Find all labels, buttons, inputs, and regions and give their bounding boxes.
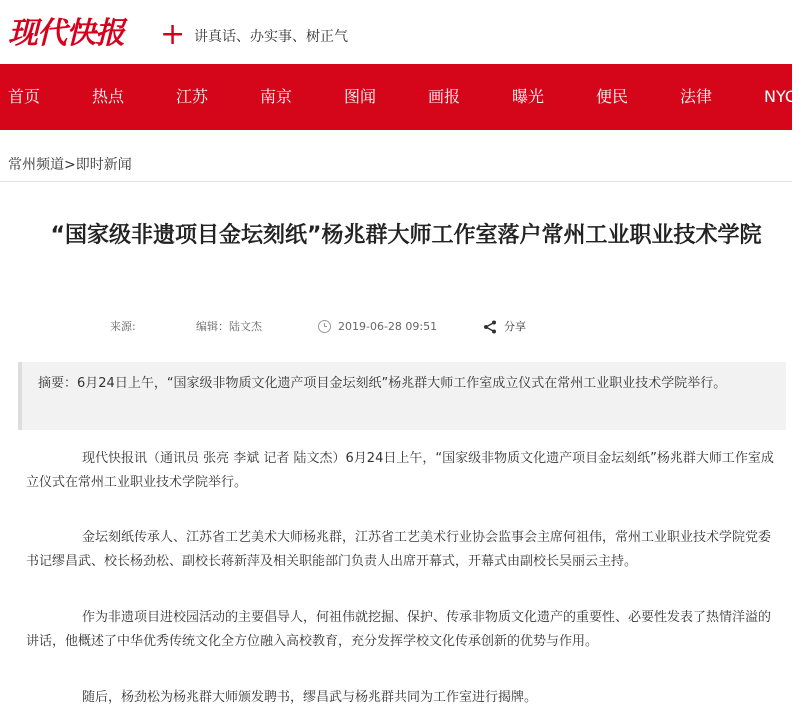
main-nav <box>0 64 812 130</box>
breadcrumb-divider <box>0 181 792 182</box>
article-editor: 编辑：陆文杰 <box>196 320 262 333</box>
site-slogan: 讲真话、办实事、树正气 <box>194 29 348 45</box>
nav-item-pictorial[interactable]: 画报 <box>428 87 461 106</box>
breadcrumb-separator: > <box>64 157 76 173</box>
article-time: 2019-06-28 09:51 <box>338 320 438 333</box>
breadcrumb-section[interactable]: 常州频道 <box>8 157 64 173</box>
share-icon <box>483 320 497 334</box>
article-paragraph: 作为非遗项目进校园活动的主要倡导人，何祖伟就挖掘、保护、传承非物质文化遗产的重要性、必要性发表了热情洋溢的讲话，他概述了中华优秀传统文化全方位融入高校教育，充分发挥学校文化传承创新的优势与作用。 <box>26 610 772 649</box>
site-logo[interactable]: 现代快报 <box>8 16 124 51</box>
nav-item-jiangsu[interactable]: 江苏 <box>176 87 209 106</box>
breadcrumb <box>8 156 132 174</box>
nav-item-nyc[interactable]: NYC街 <box>764 87 812 106</box>
article-paragraph: 现代快报讯（通讯员 张亮 李斌 记者 陆文杰）6月24日上午，“国家级非物质文化遗产项目金坛刻纸”杨兆群大师工作室成立仪式在常州工业职业技术学院举行。 <box>26 451 774 490</box>
site-header <box>0 0 792 64</box>
article-paragraph: 随后，杨劲松为杨兆群大师颁发聘书，缪昌武与杨兆群共同为工作室进行揭牌。 <box>82 690 538 705</box>
breadcrumb-subsection[interactable]: 即时新闻 <box>75 157 132 173</box>
nav-item-photo-news[interactable]: 图闻 <box>344 87 377 106</box>
nav-item-hot[interactable]: 热点 <box>92 87 125 106</box>
share-label: 分享 <box>504 320 526 333</box>
article-source: 来源: <box>110 320 136 333</box>
article-summary: 摘要：6月24日上午，“国家级非物质文化遗产项目金坛刻纸”杨兆群大师工作室成立仪式在常州工业职业技术学院举行。 <box>18 362 786 430</box>
nav-item-law[interactable]: 法律 <box>680 87 713 106</box>
nav-item-home[interactable]: 首页 <box>8 87 41 106</box>
clock-icon <box>318 320 331 333</box>
logo-plus-icon: + <box>160 17 186 52</box>
nav-item-convenience[interactable]: 便民 <box>596 87 629 106</box>
article-paragraph: 金坛刻纸传承人、江苏省工艺美术大师杨兆群，江苏省工艺美术行业协会监事会主席何祖伟，常州工业职业技术学院党委书记缪昌武、校长杨劲松、副校长蒋新萍及相关职能部门负责人出席开幕式，开幕式由副校长吴丽云主持。 <box>26 530 772 569</box>
nav-item-exposure[interactable]: 曝光 <box>512 87 545 106</box>
article-title: “国家级非遗项目金坛刻纸”杨兆群大师工作室落户常州工业职业技术学院 <box>50 223 762 248</box>
nav-item-nanjing[interactable]: 南京 <box>260 87 293 106</box>
